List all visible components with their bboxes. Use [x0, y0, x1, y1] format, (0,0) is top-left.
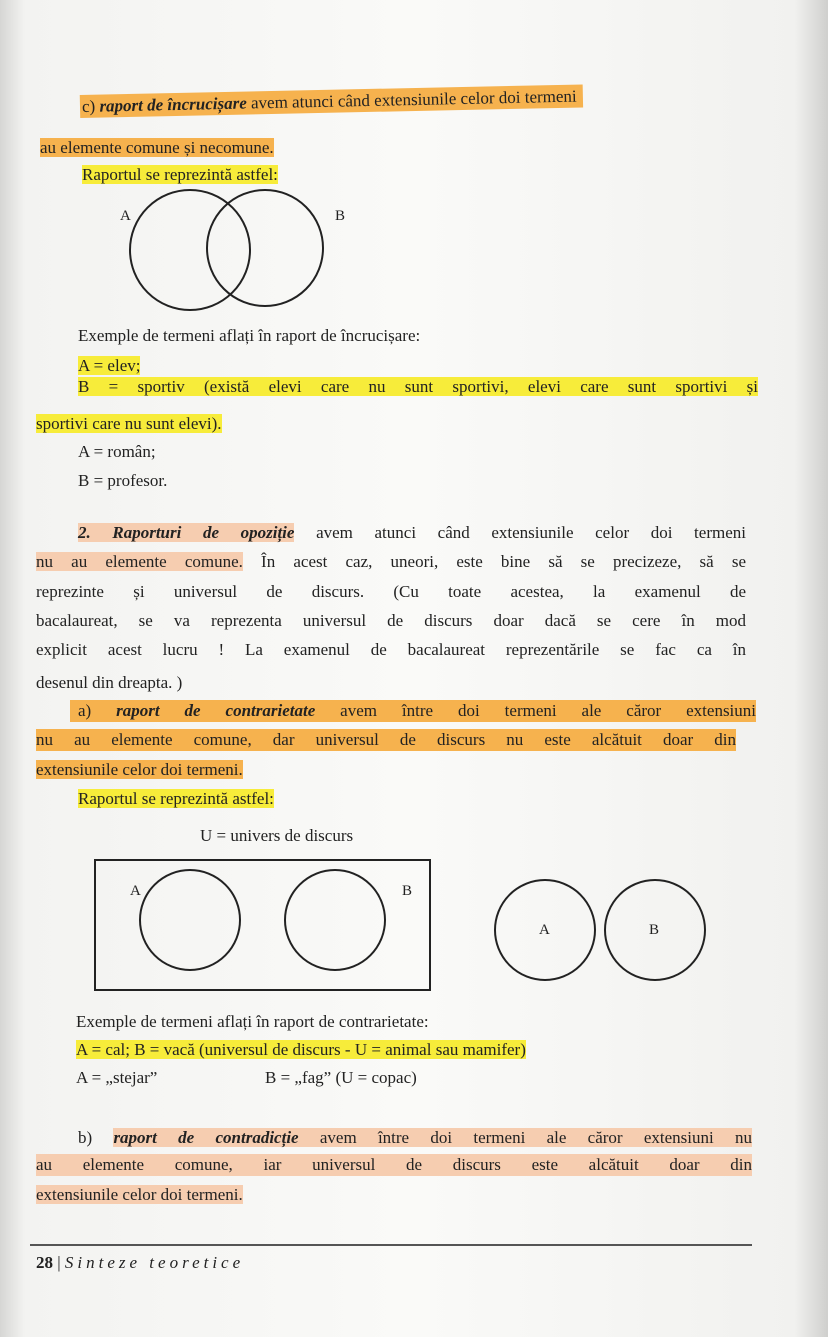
circle-b-intersection: [207, 190, 323, 306]
footer: 28 | Sinteze teoretice: [36, 1253, 245, 1272]
footer-rule: [30, 1244, 752, 1246]
term-incrucisare: raport de încrucișare: [99, 93, 247, 116]
label-a: A: [120, 208, 131, 224]
section-2-line4: bacalaureat, se va reprezenta universul de discurs doar dacă se cere în mod: [36, 611, 746, 630]
section-a-line1: a) raport de contrarietate avem între doi termeni ale căror extensiuni: [70, 700, 756, 722]
example-1-b-cont: sportivi care nu sunt elevi).: [36, 414, 222, 433]
circle-a-universe: [140, 870, 240, 970]
example-a-2b: B = „fag” (U = copac): [265, 1068, 417, 1087]
label-a-universe: A: [130, 883, 141, 899]
section-2-line1: 2. Raporturi de opoziție avem atunci când extensiunile celor doi termeni: [78, 523, 746, 542]
example-a-2a: A = „stejar”: [76, 1068, 158, 1087]
section-b-line3: extensiunile celor doi termeni.: [36, 1185, 243, 1204]
examples-c-title: Exemple de termeni aflați în raport de încrucișare:: [78, 326, 421, 345]
footer-title: Sinteze teoretice: [64, 1253, 245, 1272]
section-a-line2: nu au elemente comune, dar universul de discurs nu este alcătuit doar din: [36, 730, 736, 749]
label-a-simple: A: [539, 922, 550, 938]
section-a-repr: Raportul se reprezintă astfel:: [78, 789, 274, 808]
section-c-repr: Raportul se reprezintă astfel:: [82, 165, 278, 184]
label-b-universe: B: [402, 883, 413, 899]
section-2-line3: reprezinte și universul de discurs. (Cu toate acestea, la examenul de: [36, 582, 746, 601]
circle-b-universe: [285, 870, 385, 970]
example-2-b: B = profesor.: [78, 471, 168, 490]
section-b-line2: au elemente comune, iar universul de discurs este alcătuit doar din: [36, 1155, 752, 1174]
page-number: 28: [36, 1253, 53, 1272]
label-b: B: [335, 208, 346, 224]
section-c-line2: au elemente comune și necomune.: [40, 138, 274, 157]
examples-a-title: Exemple de termeni aflați în raport de contrarietate:: [76, 1012, 429, 1031]
section-b-line1: b) raport de contradicție avem între doi termeni ale căror extensiuni nu: [78, 1128, 752, 1147]
example-1-a: A = elev;: [78, 356, 141, 375]
section-2-line6: desenul din dreapta. ): [36, 673, 183, 692]
universe-label: U = univers de discurs: [200, 826, 354, 845]
example-a-1: A = cal; B = vacă (universul de discurs - U = animal sau mamifer): [76, 1040, 526, 1059]
universe-rectangle: [95, 860, 430, 990]
example-1-b: B = sportiv (există elevi care nu sunt sportivi, elevi care sunt sportivi și: [78, 377, 758, 396]
section-2-line2: nu au elemente comune. În acest caz, uneori, este bine să se precizeze, să se: [36, 552, 746, 571]
section-a-line3: extensiunile celor doi termeni.: [36, 760, 243, 779]
circle-a-intersection: [130, 190, 250, 310]
section-c-line1: c) raport de încrucișare avem atunci când extensiunile celor doi termeni: [80, 85, 583, 118]
label-b-simple: B: [649, 922, 660, 938]
example-2-a: A = român;: [78, 442, 156, 461]
section-2-line5: explicit acest lucru ! La examenul de bacalaureat reprezentările se fac ca în: [36, 640, 746, 659]
